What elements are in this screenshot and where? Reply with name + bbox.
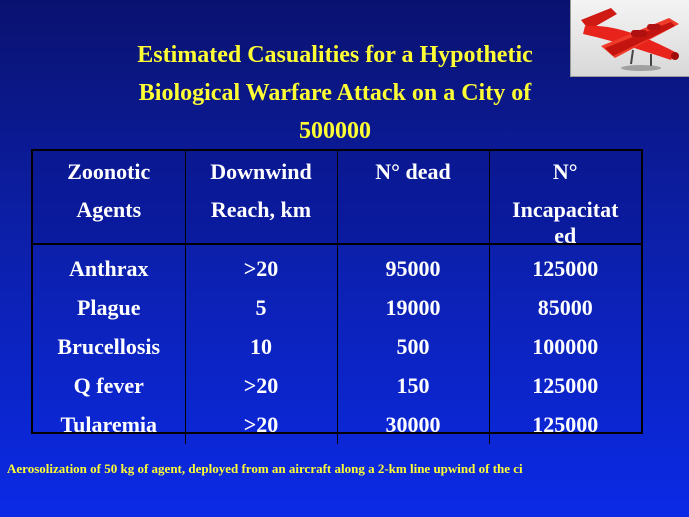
table-cell: 95000 (385, 256, 441, 281)
footnote: Aerosolization of 50 kg of agent, deployed from an aircraft along a 2-km line upwind of the ci (7, 461, 523, 476)
table-cell: 500 (396, 334, 430, 359)
header-downwind-reach (185, 151, 337, 244)
title-line: 500000 (299, 118, 371, 144)
header-text: Downwind (210, 159, 312, 184)
table-cell: Q fever (73, 373, 144, 398)
table-cell: Anthrax (69, 256, 149, 281)
table-cell: 125000 (532, 412, 599, 437)
agent-column (33, 244, 185, 444)
header-dead (337, 151, 489, 244)
table-header-row (33, 151, 641, 244)
table-cell: 150 (396, 373, 430, 398)
header-text: Reach, km (210, 197, 312, 222)
table-cell: >20 (243, 256, 279, 281)
slide-title (40, 36, 630, 150)
header-agents (33, 151, 185, 244)
table-cell: >20 (243, 412, 279, 437)
header-text: ed (554, 223, 577, 248)
table-cell: 85000 (537, 295, 593, 320)
reach-column (185, 244, 337, 444)
incapacitated-column (489, 244, 641, 444)
header-text: Zoonotic (67, 159, 151, 184)
table-cell: >20 (243, 373, 279, 398)
title-line: Estimated Casualities for a Hypothetic (137, 42, 533, 68)
table-cell: 125000 (532, 256, 599, 281)
table-cell: 5 (255, 295, 267, 320)
table-body-row (33, 244, 641, 444)
dead-column (337, 244, 489, 444)
header-text: Incapacitat (512, 197, 619, 222)
table-cell: 125000 (532, 373, 599, 398)
header-text: N° (552, 159, 578, 184)
table-cell: Plague (76, 295, 141, 320)
header-text: N° dead (375, 159, 451, 184)
table-cell: 30000 (385, 412, 441, 437)
airplane-icon (570, 0, 689, 77)
table-cell: 19000 (385, 295, 441, 320)
table-cell: 100000 (532, 334, 599, 359)
table-cell: 10 (250, 334, 272, 359)
header-incapacitated (489, 151, 641, 248)
table-cell: Brucellosis (57, 334, 161, 359)
title-line: Biological Warfare Attack on a City of (138, 80, 532, 106)
table-cell: Tularemia (60, 412, 158, 437)
airplane-graphic (571, 0, 689, 76)
casualties-table (31, 149, 643, 437)
header-text: Agents (76, 197, 142, 222)
